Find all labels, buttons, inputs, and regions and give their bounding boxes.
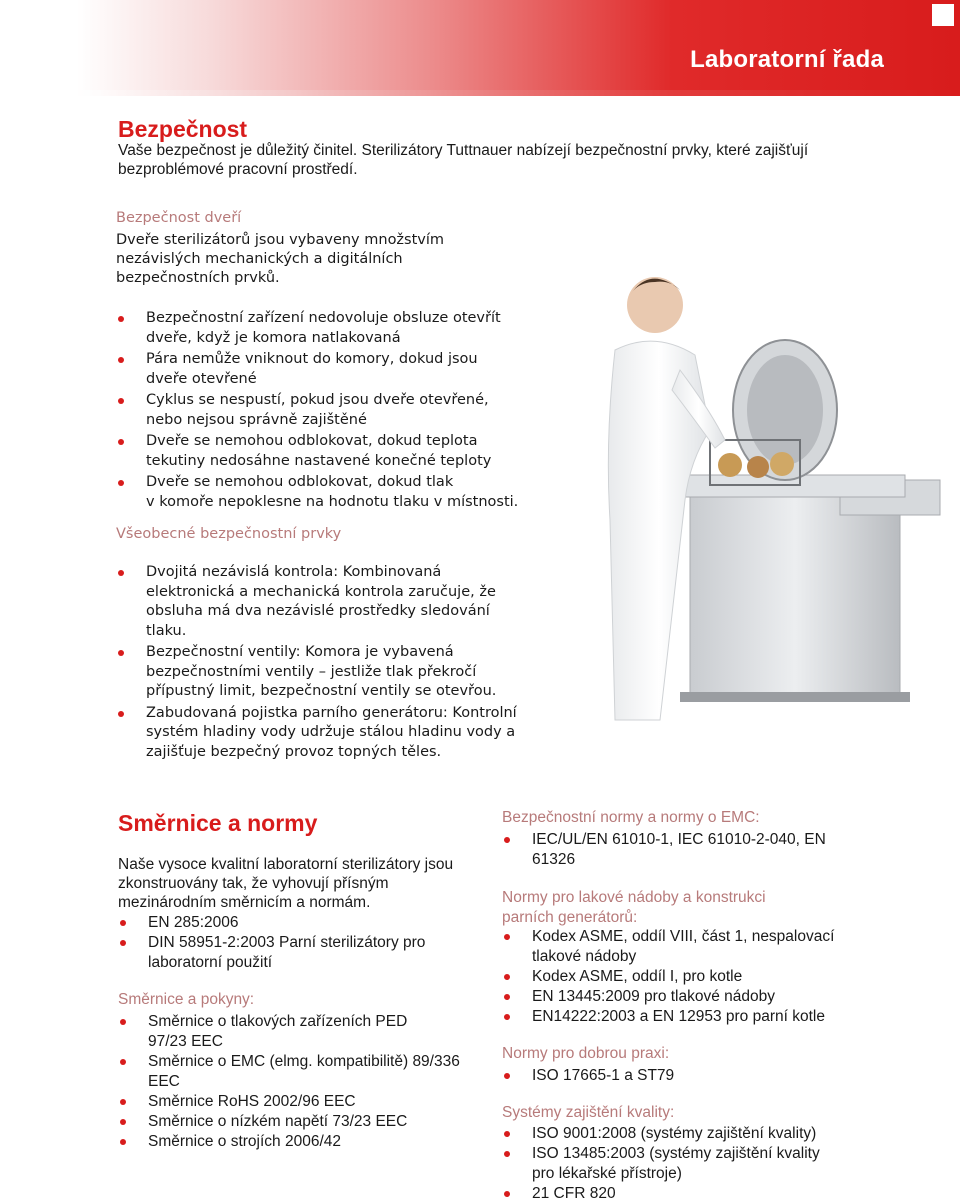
subheading-quality: Systémy zajištění kvality: [502,1104,675,1121]
safety-intro-line: Vaše bezpečnost je důležitý činitel. Sterilizátory Tuttnauer nabízejí bezpečnostní prvky, které zajišťují [118,142,809,159]
list-item: EN 13445:2009 pro tlakové nádoby [502,987,922,1007]
door-safety-text [116,231,556,288]
subheading-good-practice: Normy pro dobrou praxi: [502,1045,670,1062]
list-item: Dveře se nemohou odblokovat, dokud teplota tekutiny nedosáhne nastavené konečné teploty [116,432,576,471]
list-item: 21 CFR 820 [502,1184,922,1203]
door-safety-list [116,309,576,512]
practice-list [502,1066,922,1086]
autoclave-photo-icon [600,260,950,730]
subheading-guidelines: Směrnice a pokyny: [118,991,255,1008]
list-item: ISO 9001:2008 (systémy zajištění kvality) [502,1124,922,1144]
list-item: Dveře se nemohou odblokovat, dokud tlak v komoře nepoklesne na hodnotu tlaku v místnosti. [116,473,576,512]
norms-intro-line: zkonstruovány tak, že vyhovují přísným [118,875,389,892]
door-text-line: bezpečnostních prvků. [116,270,280,286]
list-item: Zabudovaná pojistka parního generátoru: Kontrolní systém hladiny vody udržuje stálou hladinu vody a zajišťuje bezpečný provoz topných těles. [116,704,586,763]
section-title-norms: Směrnice a normy [118,810,318,836]
safety-intro [118,141,898,179]
list-item: Směrnice o tlakových zařízeních PED 97/23 EEC [118,1012,498,1052]
door-text-line: nezávislých mechanických a digitálních [116,251,403,267]
list-item: Cyklus se nespustí, pokud jsou dveře otevřené, nebo nejsou správně zajištěné [116,391,576,430]
list-item: Směrnice RoHS 2002/96 EEC [118,1092,498,1112]
norms-list [118,913,498,973]
door-text-line: Dveře sterilizátorů jsou vybaveny množstvím [116,232,445,248]
norms-intro-line: mezinárodním směrnicím a normám. [118,894,371,911]
guidelines-list [118,1012,498,1152]
list-item: Směrnice o strojích 2006/42 [118,1132,498,1152]
list-item: Směrnice o EMC (elmg. kompatibilitě) 89/336 EEC [118,1052,498,1092]
subheading-door-safety: Bezpečnost dveří [116,210,242,226]
list-item: Bezpečnostní ventily: Komora je vybavená bezpečnostními ventily – jestliže tlak překročí přípustný limit, bezpečnostní ventily se otevřou. [116,643,586,702]
decorative-square [932,4,954,26]
pressure-list [502,927,922,1027]
page-header-title: Laboratorní řada [690,46,884,73]
subheading-pressure: Normy pro lakové nádoby a konstrukci parních generátorů: [502,889,766,926]
list-item: Kodex ASME, oddíl I, pro kotle [502,967,922,987]
norms-intro [118,855,498,912]
list-item: EN14222:2003 a EN 12953 pro parní kotle [502,1007,922,1027]
list-item: Bezpečnostní zařízení nedovoluje obsluze otevřít dveře, když je komora natlakovaná [116,309,576,348]
list-item: ISO 13485:2003 (systémy zajištění kvality pro lékařské přístroje) [502,1144,922,1184]
list-item: IEC/UL/EN 61010-1, IEC 61010-2-040, EN 61326 [502,830,922,870]
section-title-safety: Bezpečnost [118,116,248,142]
list-item: DIN 58951-2:2003 Parní sterilizátory pro laboratorní použití [118,933,498,973]
general-safety-list [116,563,586,762]
subheading-emc: Bezpečnostní normy a normy o EMC: [502,809,760,826]
list-item: Směrnice o nízkém napětí 73/23 EEC [118,1112,498,1132]
safety-intro-line: bezproblémové pracovní prostředí. [118,161,358,178]
list-item: Kodex ASME, oddíl VIII, část 1, nespalovací tlakové nádoby [502,927,922,967]
list-item: EN 285:2006 [118,913,498,933]
norms-intro-line: Naše vysoce kvalitní laboratorní sterilizátory jsou [118,856,454,873]
list-item: Dvojitá nezávislá kontrola: Kombinovaná elektronická a mechanická kontrola zaručuje, že obsluha má dva nezávislé prostředky sledování tlaku. [116,563,586,641]
list-item: ISO 17665-1 a ST79 [502,1066,922,1086]
list-item: Pára nemůže vniknout do komory, dokud jsou dveře otevřené [116,350,576,389]
quality-list [502,1124,922,1203]
subheading-general-safety: Všeobecné bezpečnostní prvky [116,526,342,542]
emc-list [502,830,922,870]
